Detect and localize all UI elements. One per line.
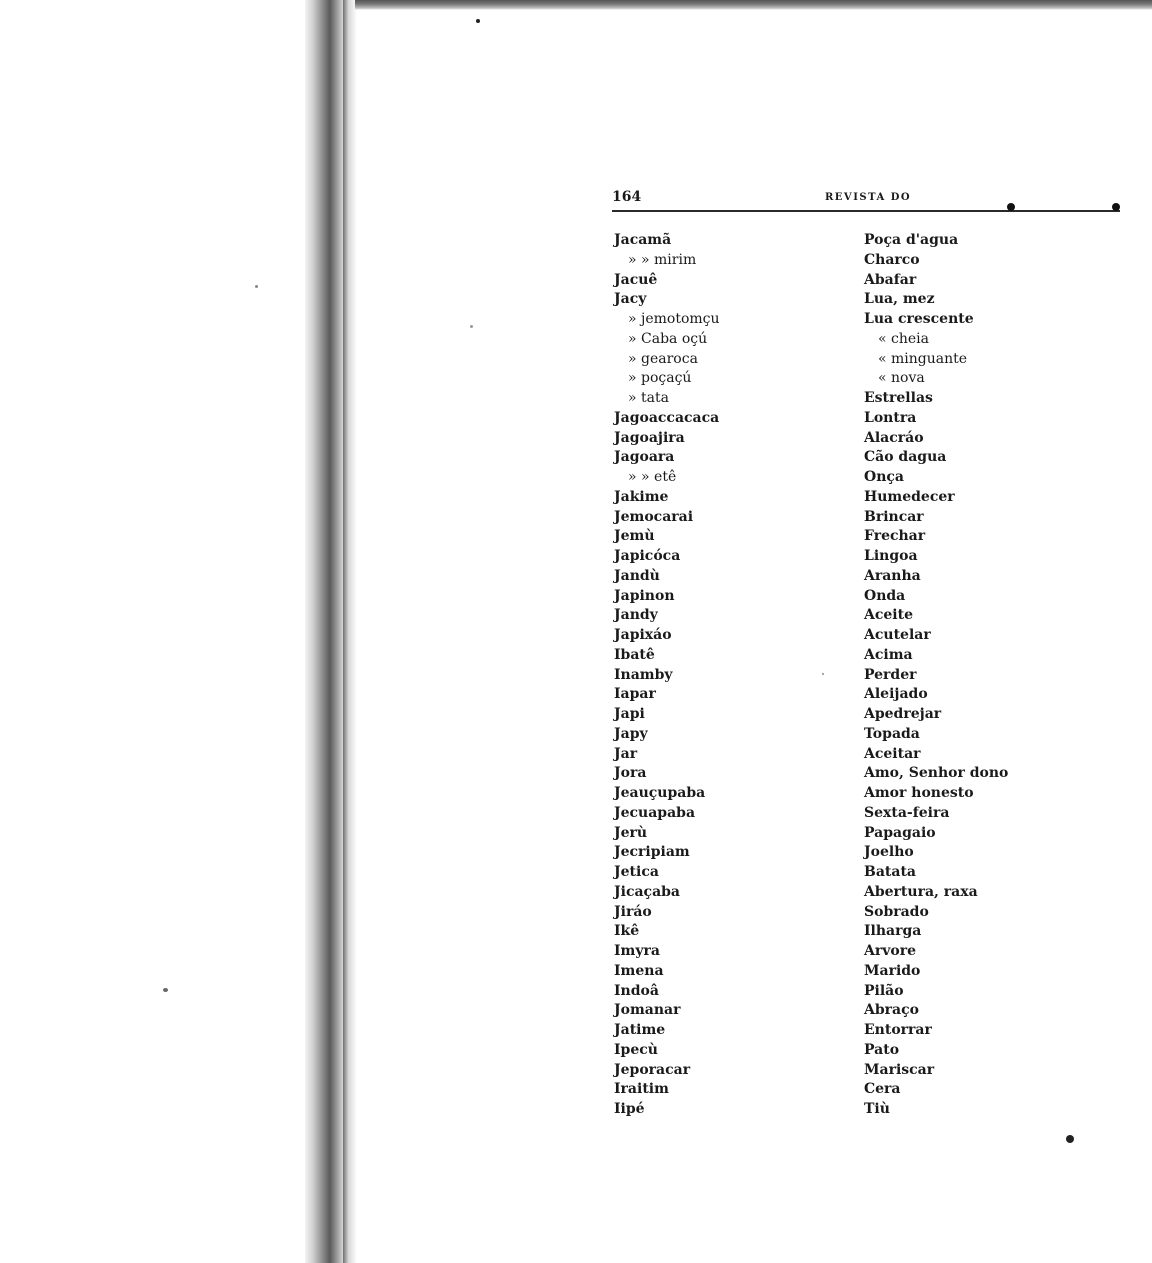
running-title: REVISTA DO [825, 192, 912, 203]
portuguese-translation: Aleijado [864, 686, 928, 703]
portuguese-translation: « nova [878, 370, 925, 387]
tupi-term: Jetica [614, 864, 659, 880]
portuguese-translation: Cera [864, 1081, 901, 1098]
tupi-term: Jicaçaba [614, 883, 680, 900]
tupi-term: Jagoaccacaca [614, 409, 720, 426]
portuguese-translation: Aceitar [864, 745, 921, 762]
portuguese-translation: Onça [864, 469, 904, 485]
portuguese-translation: Abafar [864, 271, 917, 288]
tupi-term: » » mirim [628, 251, 697, 268]
portuguese-translation: Charco [864, 251, 920, 268]
tupi-term: Imena [614, 962, 664, 979]
tupi-term: Jora [614, 765, 647, 782]
tupi-term: » gearoca [628, 350, 698, 367]
portuguese-translation: Brincar [864, 508, 924, 525]
portuguese-translation: « minguante [878, 350, 968, 367]
portuguese-translation: « cheia [878, 330, 929, 347]
tupi-term: Jacuê [614, 271, 658, 288]
portuguese-translation: Cão dagua [864, 449, 947, 466]
tupi-term: Jomanar [614, 1002, 681, 1019]
tupi-term: Jecripiam [614, 844, 690, 861]
tupi-term: Jecuapaba [614, 804, 696, 821]
book-spine-shadow [305, 0, 345, 1263]
tupi-term: Japy [614, 725, 648, 742]
tupi-term: Jeporacar [614, 1061, 691, 1078]
portuguese-translation: Lontra [864, 409, 917, 426]
portuguese-translation: Entorrar [864, 1022, 932, 1038]
tupi-term: » Caba oçú [628, 330, 708, 347]
tupi-term: Ikê [614, 923, 640, 940]
portuguese-translation: Batata [864, 864, 916, 880]
tupi-term: Jatime [614, 1022, 666, 1038]
tupi-term: Imyra [614, 943, 660, 959]
portuguese-translation: Poça d'agua [864, 232, 959, 248]
portuguese-translation: Pilão [864, 982, 904, 999]
portuguese-translation: Acutelar [864, 627, 931, 643]
portuguese-translation: Humedecer [864, 488, 955, 505]
portuguese-translation: Topada [864, 725, 920, 742]
header-rule [612, 210, 1120, 212]
tupi-term: Jemocarai [614, 508, 694, 525]
portuguese-translation: Apedrejar [864, 706, 942, 722]
tupi-term: Ipecù [614, 1041, 658, 1058]
tupi-term: Jerù [614, 824, 648, 841]
ink-speck [163, 988, 168, 992]
tupi-term: Jar [614, 745, 638, 762]
portuguese-translation: Onda [864, 587, 906, 604]
portuguese-translation: Arvore [864, 943, 916, 959]
portuguese-translation: Papagaio [864, 824, 936, 841]
tupi-term: Japi [614, 706, 645, 722]
portuguese-translation: Frechar [864, 528, 926, 545]
portuguese-translation: Ilharga [864, 923, 922, 940]
tupi-terms-column [614, 231, 844, 1120]
portuguese-translation: Acima [864, 646, 913, 663]
ink-speck [1066, 1135, 1074, 1143]
ink-blot [1007, 203, 1015, 211]
tupi-term: Iipé [614, 1101, 645, 1117]
portuguese-translation: Aceite [864, 607, 913, 624]
page-header [612, 189, 1122, 213]
portuguese-translation: Lua, mez [864, 291, 935, 308]
ink-speck [476, 19, 480, 23]
portuguese-translation: Mariscar [864, 1061, 935, 1078]
tupi-term: Japinon [614, 587, 675, 604]
tupi-term: Jandy [614, 607, 658, 624]
portuguese-translation: Pato [864, 1041, 900, 1058]
portuguese-translation: Abertura, raxa [864, 883, 978, 900]
ink-speck [255, 285, 258, 288]
tupi-term: Jakime [614, 488, 669, 505]
portuguese-translation: Amor honesto [864, 785, 974, 801]
portuguese-translation: Lingoa [864, 548, 918, 564]
tupi-term: Iraitim [614, 1081, 669, 1098]
portuguese-translation: Sexta-feira [864, 804, 950, 821]
portuguese-translation: Lua crescente [864, 311, 974, 327]
portuguese-translation: Joelho [864, 844, 914, 861]
portuguese-translation: Marido [864, 962, 921, 979]
portuguese-translation: Estrellas [864, 390, 933, 406]
tupi-term: Jacy [614, 291, 647, 308]
portuguese-translation: Abraço [864, 1002, 919, 1019]
left-page-blank [0, 0, 308, 1263]
book-gutter-edge [343, 0, 357, 1263]
tupi-term: Iapar [614, 686, 656, 703]
tupi-term: Jagoara [614, 449, 675, 466]
portuguese-translation: Perder [864, 666, 917, 683]
tupi-term: Jiráo [614, 903, 652, 920]
tupi-term: Indoâ [614, 982, 659, 999]
tupi-term: Ibatê [614, 646, 655, 663]
portuguese-translation: Amo, Senhor dono [864, 765, 1009, 782]
page-top-edge [355, 0, 1152, 10]
portuguese-translation: Sobrado [864, 903, 929, 920]
tupi-term: Jandù [614, 567, 660, 584]
portuguese-translations-column [864, 231, 1104, 1120]
tupi-term: Jacamã [614, 232, 672, 248]
tupi-term: Japixáo [614, 627, 672, 643]
tupi-term: Jeauçupaba [614, 785, 706, 801]
tupi-term: » poçaçú [628, 370, 692, 387]
page-number: 164 [612, 189, 642, 205]
tupi-term: Inamby [614, 666, 673, 683]
tupi-term: » tata [628, 390, 669, 406]
tupi-term: » » etê [628, 469, 677, 485]
ink-speck [470, 325, 473, 328]
tupi-term: Jagoajira [614, 429, 685, 446]
tupi-term: » jemotomçu [628, 311, 720, 327]
ink-blot [1112, 203, 1120, 211]
tupi-term: Japicóca [614, 548, 681, 564]
portuguese-translation: Tiù [864, 1101, 890, 1117]
portuguese-translation: Aranha [864, 567, 921, 584]
portuguese-translation: Alacráo [864, 429, 924, 446]
tupi-term: Jemù [614, 528, 655, 545]
